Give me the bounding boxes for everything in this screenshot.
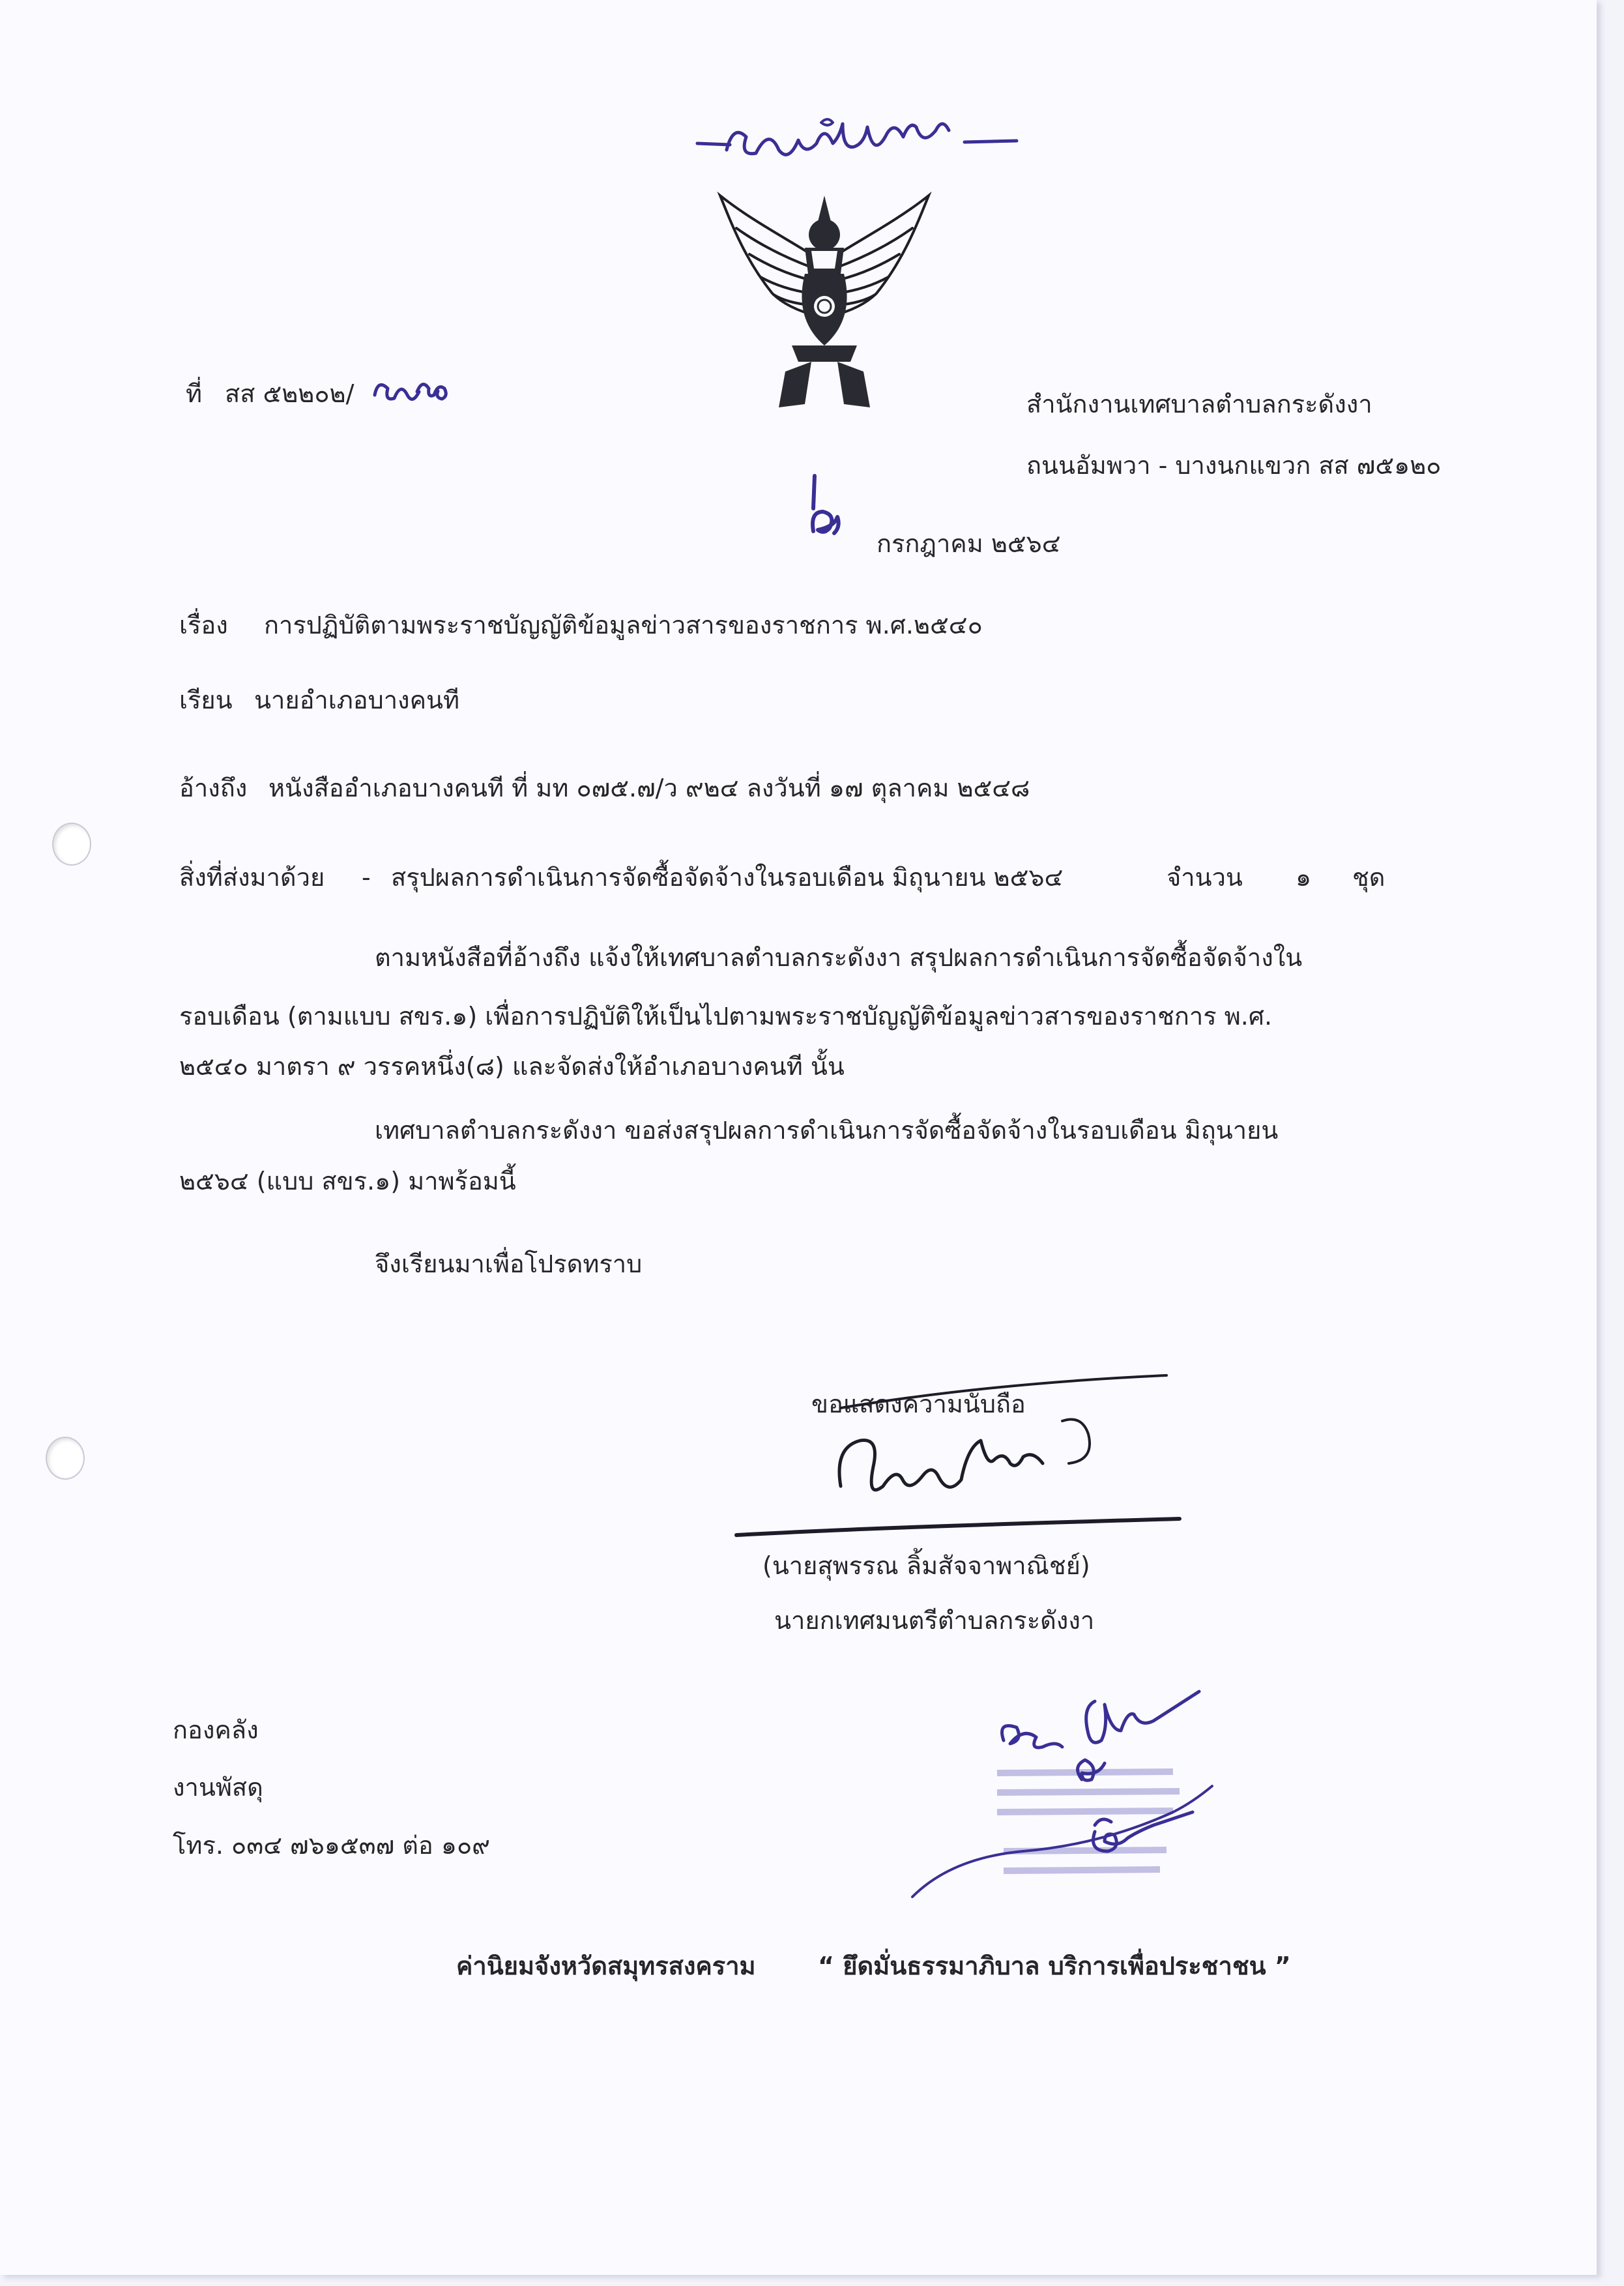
reference-label: อ้างถึง (179, 774, 248, 802)
body-p1-line3: ๒๕๔๐ มาตรา ๙ วรรคหนึ่ง(๘) และจัดส่งให้อำเภอบางคนที นั้น (179, 1052, 845, 1081)
handwritten-copy-note (691, 111, 1030, 183)
body-p1-line1: ตามหนังสือที่อ้างถึง แจ้งให้เทศบาลตำบลกระดังงา สรุปผลการดำเนินการจัดซื้อจัดจ้างใน (375, 943, 1303, 972)
motto-prefix: ค่านิยมจังหวัดสมุทรสงคราม (456, 1952, 756, 1980)
body-closing: จึงเรียนมาเพื่อโปรดทราบ (375, 1250, 643, 1278)
department-section: งานพัสดุ (173, 1773, 263, 1802)
signature-regards: ขอแสดงความนับถือ (811, 1390, 1026, 1418)
motto-quote: “ ยึดมั่นธรรมาภิบาล บริการเพื่อประชาชน ” (818, 1952, 1291, 1980)
body-p1-line2: รอบเดือน (ตามแบบ สขร.๑) เพื่อการปฏิบัติให้เป็นไปตามพระราชบัญญัติข้อมูลข่าวสารของราชการ พ.ศ. (179, 1002, 1273, 1031)
doc-number-printed: สส ๕๒๒๐๒/ (225, 379, 355, 408)
subject-text: การปฏิบัติตามพระราชบัญญัติข้อมูลข่าวสารของราชการ พ.ศ.๒๕๔๐ (264, 611, 983, 639)
garuda-emblem (714, 183, 935, 417)
enclosure-qty-label: จำนวน (1167, 863, 1243, 892)
doc-number-label: ที่ (186, 379, 203, 408)
sender-office: สำนักงานเทศบาลตำบลกระดังงา (1026, 390, 1372, 418)
enclosure-qty: ๑ (1296, 863, 1312, 892)
department-division: กองคลัง (173, 1716, 259, 1744)
reference-text: หนังสืออำเภอบางคนที ที่ มท ๐๗๕.๗/ว ๙๒๔ ลงวันที่ ๑๗ ตุลาคม ๒๕๔๘ (268, 774, 1030, 802)
to-text: นายอำเภอบางคนที (254, 686, 460, 714)
punch-hole-lower (46, 1437, 85, 1480)
initials-stamp (899, 1662, 1225, 1910)
enclosure-text: สรุปผลการดำเนินการจัดซื้อจัดจ้างในรอบเดือน มิถุนายน ๒๕๖๔ (391, 863, 1064, 892)
enclosure-unit: ชุด (1352, 863, 1385, 892)
body-p2-line2: ๒๕๖๔ (แบบ สขร.๑) มาพร้อมนี้ (179, 1167, 516, 1195)
sender-address: ถนนอัมพวา - บางนกแขวก สส ๗๕๑๒๐ (1026, 451, 1442, 480)
punch-hole-upper (52, 823, 91, 866)
date-day-handwritten (795, 469, 860, 554)
doc-number-handwritten (368, 369, 466, 415)
signature-position: นายกเทศมนตรีตำบลกระดังงา (774, 1606, 1095, 1635)
date-month-year: กรกฎาคม ๒๕๖๔ (877, 529, 1061, 558)
subject-label: เรื่อง (179, 611, 228, 639)
department-phone: โทร. ๐๓๔ ๗๖๑๕๓๗ ต่อ ๑๐๙ (173, 1831, 490, 1860)
to-label: เรียน (179, 686, 233, 714)
signature-name: (นายสุพรรณ ลิ้มสัจจาพาณิชย์) (762, 1551, 1090, 1580)
enclosure-dash: - (362, 863, 371, 892)
handwritten-signature (723, 1356, 1193, 1564)
enclosure-label: สิ่งที่ส่งมาด้วย (179, 863, 325, 892)
body-p2-line1: เทศบาลตำบลกระดังงา ขอส่งสรุปผลการดำเนินการจัดซื้อจัดจ้างในรอบเดือน มิถุนายน (375, 1116, 1279, 1145)
